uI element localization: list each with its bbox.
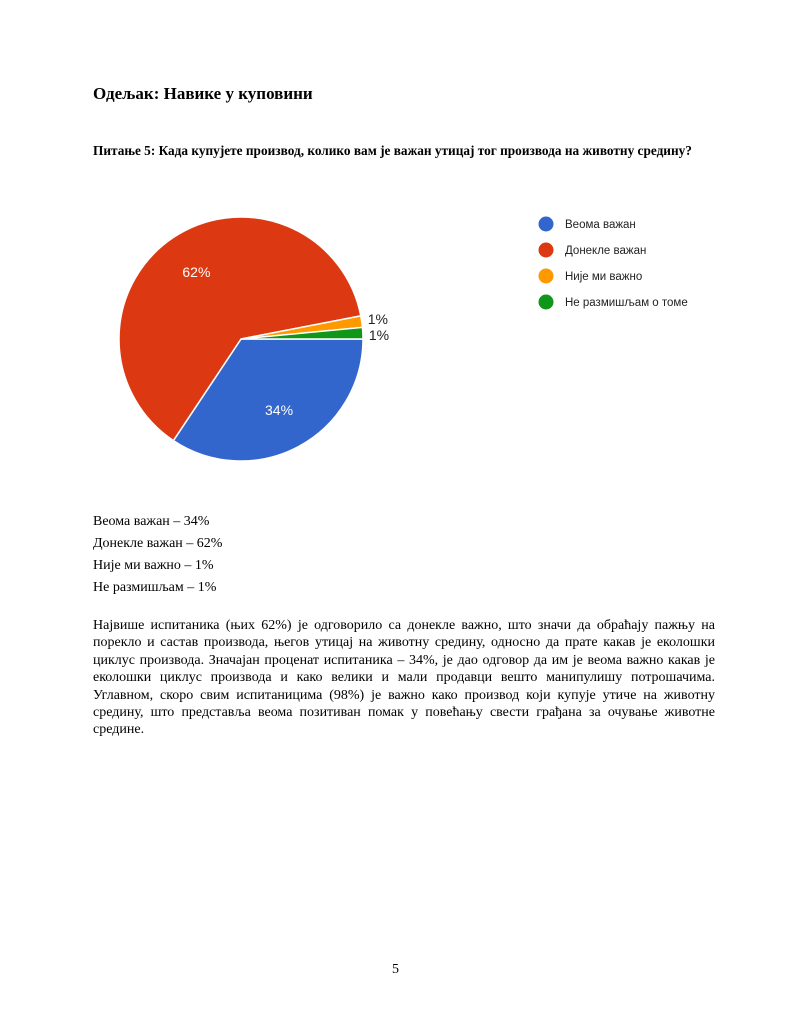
legend-label: Није ми важно	[565, 271, 643, 283]
legend-swatch	[539, 217, 554, 232]
legend-swatch	[539, 243, 554, 258]
slice-label: 1%	[367, 310, 388, 327]
page-number: 5	[392, 962, 399, 977]
result-item: Није ми важно – 1%	[93, 558, 214, 573]
slice-label: 1%	[368, 326, 390, 343]
result-item: Донекле важан – 62%	[93, 536, 223, 551]
question-text: Питање 5: Када купујете производ, колико вам је важан утицај тог производа на животну средину?	[93, 143, 692, 158]
result-item: Веома важан – 34%	[93, 514, 210, 529]
pie-chart	[100, 200, 720, 480]
legend-label: Не размишљам о томе	[565, 297, 688, 309]
section-title: Одељак: Навике у куповини	[93, 84, 313, 103]
legend-label: Веома важан	[565, 219, 636, 231]
results-list	[93, 511, 222, 599]
slice-label: 62%	[182, 263, 211, 280]
legend-swatch	[539, 269, 554, 284]
result-item: Не размишљам – 1%	[93, 580, 217, 595]
legend-swatch	[539, 295, 554, 310]
legend-label: Донекле важан	[565, 245, 647, 257]
slice-label: 34%	[265, 401, 294, 418]
analysis-paragraph: Највише испитаника (њих 62%) је одговорило са донекле важно, што значи да обраћају пажњу на порекло и састав производа, његов утицај на животну средину, односно да прате какав је еколошки циклус производа. Значајан проценат испитаника – 34%, је дао одговор да им је веома важно какав је еколошки циклус производа и како велики и мали продавци вешто манипулишу потрошачима. Углавном, скоро свим испитаницима (98%) је важно како производ који купује утиче на животну средину, што представља веома позитиван помак у повећању свести грађана за очување животне средине.	[93, 618, 715, 738]
